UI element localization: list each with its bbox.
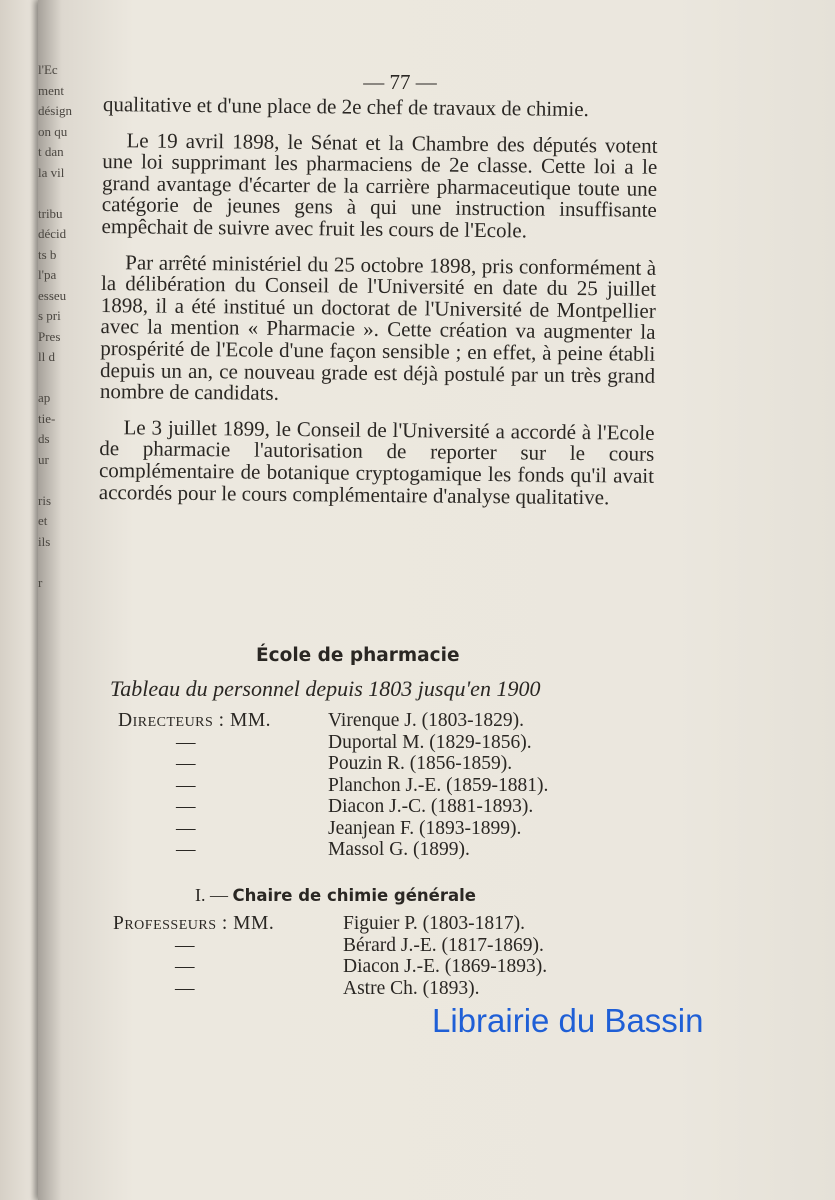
directors-list <box>118 710 638 861</box>
left-margin-fragments <box>38 60 72 655</box>
margin-fragment: Pres <box>38 328 61 344</box>
ditto-dash: — <box>176 817 196 839</box>
list-item <box>118 732 638 754</box>
paragraph-2: Le 19 avril 1898, le Sénat et la Chambre des députés votent une loi supprimant les pharmaciens de 2e classe. Cette loi a le grand avantage d'écarter de la carrière pharmaceutique toute une catégorie de jeunes gens à qui une instruction insuffisante empêchait de suivre avec fruit les cours de l'Ecole. <box>101 127 658 243</box>
director-name: Virenque J. (1803-1829). <box>328 710 524 731</box>
margin-fragment: ds <box>38 431 50 446</box>
professors-list <box>113 913 633 999</box>
ditto-dash: — <box>175 977 195 999</box>
body-text <box>99 94 658 523</box>
director-name: Massol G. (1899). <box>328 839 470 860</box>
table-caption: Tableau du personnel depuis 1803 jusqu'en 1900 <box>110 676 541 701</box>
list-item <box>113 956 633 978</box>
ditto-dash: — <box>176 796 196 817</box>
list-item <box>118 796 638 818</box>
margin-fragment: ap <box>38 390 51 405</box>
margin-fragment: tribu <box>38 205 63 221</box>
margin-fragment: désign <box>38 103 72 118</box>
professors-label: Professeurs : MM. <box>113 913 275 934</box>
margin-fragment: l'pa <box>38 267 57 282</box>
margin-fragment: l'Ec <box>38 62 58 77</box>
ditto-dash: — <box>175 934 195 956</box>
ditto-dash: — <box>176 753 196 774</box>
margin-fragment <box>38 614 72 635</box>
list-item <box>113 978 633 1000</box>
director-name: Jeanjean F. (1893-1899). <box>328 817 522 839</box>
ditto-dash: — <box>176 774 196 796</box>
list-item <box>113 935 633 957</box>
margin-fragment <box>38 634 72 655</box>
ditto-dash: — <box>176 839 196 860</box>
list-item <box>118 710 638 732</box>
margin-fragment: ils <box>38 533 51 549</box>
margin-fragment: t dan <box>38 144 64 159</box>
subsection-title <box>195 885 476 906</box>
list-item <box>113 913 633 935</box>
ditto-dash: — <box>175 956 195 977</box>
ditto-dash: — <box>176 731 196 753</box>
subsection-title-text: Chaire de chimie générale <box>232 886 476 905</box>
professor-name: Figuier P. (1803-1817). <box>343 913 525 934</box>
list-item <box>118 818 638 840</box>
margin-fragment: ll d <box>38 349 55 364</box>
margin-fragment <box>38 470 72 491</box>
margin-fragment: s pri <box>38 308 61 323</box>
directors-label: Directeurs : MM. <box>118 710 272 731</box>
director-name: Duportal M. (1829-1856). <box>328 731 532 753</box>
director-name: Pouzin R. (1856-1859). <box>328 753 513 774</box>
margin-fragment: et <box>38 513 48 528</box>
list-item <box>118 753 638 775</box>
director-name: Planchon J.-E. (1859-1881). <box>328 774 549 796</box>
paragraph-4: Le 3 juillet 1899, le Conseil de l'Université a accordé à l'Ecole de pharmacie l'autorisation de reporter sur le cours complémentaire de botanique cryptogamique les fonds qu'il avait accordés pour le cours complémentaire d'analyse qualitative. <box>98 414 655 509</box>
section-title: École de pharmacie <box>256 645 460 666</box>
director-name: Diacon J.-C. (1881-1893). <box>328 796 534 817</box>
watermark-text: Librairie du Bassin <box>432 1002 704 1039</box>
margin-fragment: ment <box>38 82 64 98</box>
margin-fragment <box>38 593 72 614</box>
margin-fragment: r <box>38 574 43 590</box>
margin-fragment: esseu <box>38 287 67 303</box>
margin-fragment: ris <box>38 492 51 508</box>
list-item <box>118 775 638 797</box>
margin-fragment: la vil <box>38 164 65 180</box>
margin-fragment <box>38 183 72 204</box>
professor-name: Astre Ch. (1893). <box>343 977 480 999</box>
margin-fragment: décid <box>38 226 67 241</box>
professor-name: Bérard J.-E. (1817-1869). <box>343 934 544 956</box>
margin-fragment: ur <box>38 451 49 467</box>
margin-fragment <box>38 368 72 389</box>
margin-fragment: tie- <box>38 410 56 426</box>
list-item <box>118 839 638 861</box>
subsection-number: I. — <box>195 885 228 905</box>
margin-fragment: ts b <box>38 246 57 262</box>
paragraph-1: qualitative et d'une place de 2e chef de travaux de chimie. <box>102 92 589 122</box>
margin-fragment <box>38 552 72 573</box>
paragraph-3: Par arrêté ministériel du 25 octobre 1898, pris conformément à la délibération du Conseil de l'Université en date du 25 juillet 1898, il a été institué un doctorat de l'Université de Montpellier avec la mention « Pharmacie ». Cette création va augmenter la prospérité de l'Ecole d'une façon sensible ; en effet, à peine établi depuis un an, ce nouveau grade est déjà postulé par un très grand nombre de candidats. <box>99 249 657 405</box>
professor-name: Diacon J.-E. (1869-1893). <box>343 956 548 977</box>
page-number: — 77 — <box>363 70 437 94</box>
margin-fragment: on qu <box>38 123 68 139</box>
